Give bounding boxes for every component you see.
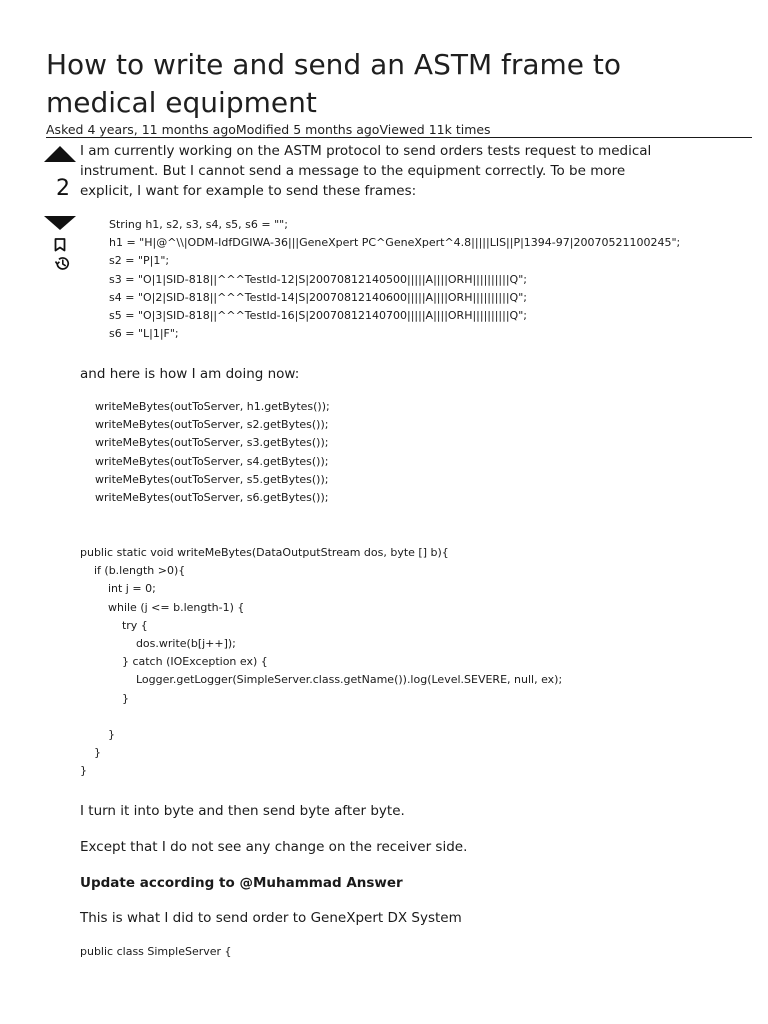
code-block-write-calls: [95, 398, 330, 507]
code-line: int j = 0;: [80, 582, 156, 596]
paragraph-genexpert: This is what I did to send order to GeneXpert DX System: [80, 910, 462, 926]
arrow-down-icon[interactable]: [44, 216, 76, 230]
code-line: if (b.length >0){: [80, 564, 186, 578]
arrow-up-icon[interactable]: [44, 146, 76, 162]
code-line: h1 = "H|@^\\|ODM-IdfDGIWA-36|||GeneXpert PC^GeneXpert^4.8|||||LIS||P|1394-97|20070521100245";: [109, 236, 681, 250]
code-line: writeMeBytes(outToServer, s4.getBytes());: [95, 454, 329, 468]
code-line: }: [80, 691, 129, 705]
code-line: [80, 708, 562, 726]
code-line: writeMeBytes(outToServer, s3.getBytes());: [95, 436, 329, 450]
code-block-write-method: [80, 544, 562, 781]
code-line: try {: [80, 618, 148, 632]
code-line: }: [80, 728, 115, 742]
paragraph-current-approach: and here is how I am doing now:: [80, 366, 300, 382]
code-line: writeMeBytes(outToServer, s6.getBytes());: [95, 491, 329, 505]
code-line: writeMeBytes(outToServer, h1.getBytes());: [95, 400, 330, 413]
update-heading: Update according to @Muhammad Answer: [80, 875, 403, 891]
question-title[interactable]: How to write and send an ASTM frame to medical equipment: [46, 48, 622, 119]
meta-divider: [46, 137, 752, 138]
code-line: s4 = "O|2|SID-818||^^^TestId-14|S|20070812140600|||||A||||ORH||||||||||Q";: [109, 290, 527, 304]
code-line: s3 = "O|1|SID-818||^^^TestId-12|S|20070812140500|||||A||||ORH||||||||||Q";: [109, 272, 527, 286]
code-line: writeMeBytes(outToServer, s2.getBytes());: [95, 418, 329, 432]
history-icon[interactable]: [54, 255, 71, 272]
code-line: s6 = "L|1|F";: [109, 327, 179, 341]
vote-count: 2: [56, 176, 70, 201]
code-line: writeMeBytes(outToServer, s5.getBytes());: [95, 472, 329, 486]
bookmark-icon[interactable]: [54, 238, 66, 252]
paragraph-byte-send: I turn it into byte and then send byte after byte.: [80, 803, 405, 819]
code-line: }: [80, 764, 87, 778]
code-line: while (j <= b.length-1) {: [80, 600, 245, 614]
code-block-frames: [109, 216, 680, 343]
intro-paragraph: I am currently working on the ASTM protocol to send orders tests request to medical instrument. But I cannot send a message to the equipment correctly. To be more explicit, I want for example to send these frames:: [80, 143, 652, 199]
question-meta: Asked 4 years, 11 months agoModified 5 months agoViewed 11k times: [46, 122, 491, 137]
code-line: s2 = "P|1";: [109, 254, 170, 268]
code-line: }: [80, 746, 101, 760]
code-block-class: public class SimpleServer {: [80, 945, 232, 958]
code-line: } catch (IOException ex) {: [80, 655, 268, 669]
code-line: dos.write(b[j++]);: [80, 637, 236, 651]
code-line: public static void writeMeBytes(DataOutputStream dos, byte [] b){: [80, 546, 449, 559]
code-line: s5 = "O|3|SID-818||^^^TestId-16|S|20070812140700|||||A||||ORH||||||||||Q";: [109, 309, 527, 323]
paragraph-no-change: Except that I do not see any change on the receiver side.: [80, 839, 468, 855]
code-line: Logger.getLogger(SimpleServer.class.getName()).log(Level.SEVERE, null, ex);: [80, 673, 563, 687]
code-line: String h1, s2, s3, s4, s5, s6 = "";: [109, 218, 288, 231]
